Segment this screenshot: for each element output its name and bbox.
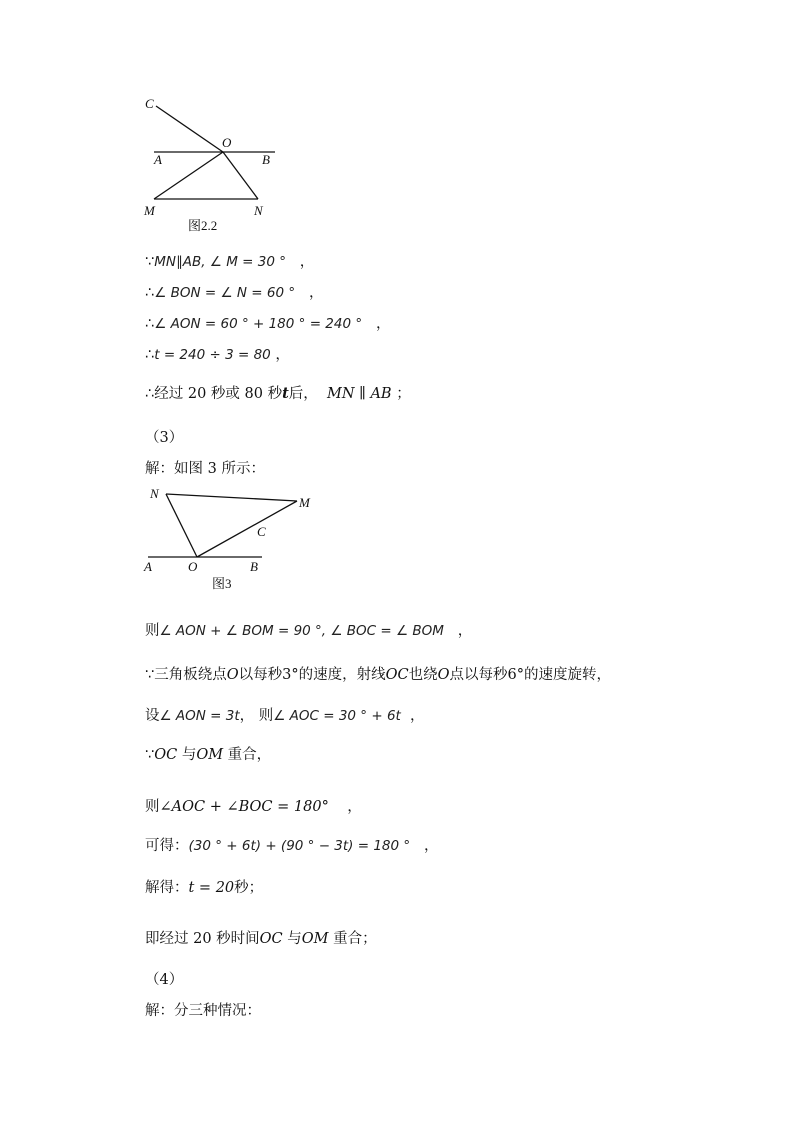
line-15: 即经过 20 秒时间OC 与OM 重合； <box>145 931 377 947</box>
segment-on <box>223 152 258 199</box>
line-8: 则∠ AON + ∠ BOM = 90 °, ∠ BOC = ∠ BOM ， <box>145 623 473 639</box>
label-b: B <box>262 152 270 167</box>
segment-om <box>154 152 223 199</box>
line-7: 解：如图 3 所示： <box>145 461 265 477</box>
line-16: （4） <box>145 972 184 988</box>
ray-oc <box>156 106 223 152</box>
segment-nm <box>166 494 297 501</box>
figure-2-2-diagram <box>140 92 290 242</box>
segment-on <box>166 494 197 557</box>
label-c: C <box>257 524 266 539</box>
label-o: O <box>188 559 198 574</box>
figure-3 <box>140 483 330 593</box>
line-6: （3） <box>145 430 184 446</box>
label-m: M <box>144 203 155 218</box>
line-12: 则∠AOC + ∠BOC = 180° ， <box>145 799 362 815</box>
label-c: C <box>145 96 154 111</box>
label-n: N <box>254 203 263 218</box>
line-13: 可得：(30 ° + 6t) + (90 ° − 3t) = 180 ° ， <box>145 838 439 854</box>
label-b: B <box>250 559 258 574</box>
line-10: 设∠ AON = 3t， 则∠ AOC = 30 ° + 6t ， <box>145 708 425 724</box>
label-a: A <box>144 559 152 574</box>
figure-2-2 <box>140 92 290 242</box>
label-o: O <box>222 135 232 150</box>
figure-3-caption: 图3 <box>212 576 232 591</box>
label-a: A <box>154 152 162 167</box>
line-11: ∵OC 与OM 重合， <box>145 747 272 763</box>
line-14: 解得：t = 20秒； <box>145 880 264 896</box>
label-n: N <box>150 486 159 501</box>
figure-2-2-caption: 图2.2 <box>188 218 218 233</box>
figure-3-diagram <box>140 483 330 593</box>
line-2: ∴∠ BON = ∠ N = 60 ° ， <box>145 285 324 301</box>
line-5: ∴经过 20 秒或 80 秒t后， MN ∥ AB ； <box>145 385 411 402</box>
label-m: M <box>299 495 310 510</box>
line-3: ∴∠ AON = 60 ° + 180 ° = 240 ° ， <box>145 316 391 332</box>
line-1: ∵MN∥AB, ∠ M = 30 ° ， <box>145 254 315 270</box>
line-17: 解：分三种情况： <box>145 1003 261 1019</box>
line-4: ∴t = 240 ÷ 3 = 80 ， <box>145 347 290 363</box>
segment-om <box>197 501 297 557</box>
line-9: ∵三角板绕点O以每秒3°的速度，射线OC也绕O点以每秒6°的速度旋转， <box>145 667 611 683</box>
